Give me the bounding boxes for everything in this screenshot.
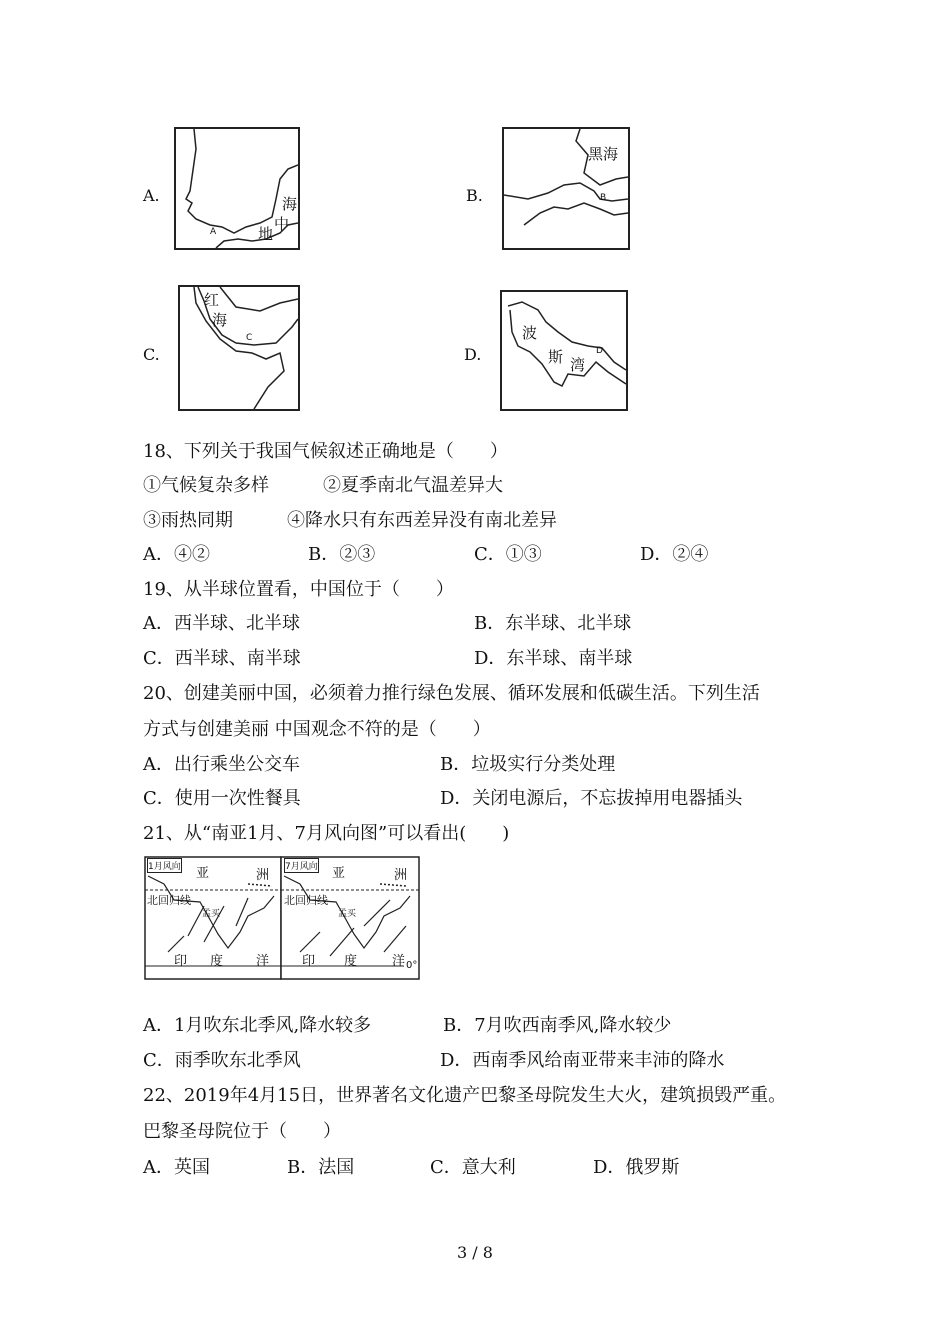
q18-statements-1: ①气候复杂多样 ②夏季南北气温差异大 (143, 475, 503, 496)
q19-option-a[interactable]: A．西半球、北半球 (143, 613, 300, 634)
q18-question: 18、下列关于我国气候叙述正确地是（ ） (143, 441, 508, 462)
sea-char: 红 (204, 291, 220, 309)
q18-statements-2: ③雨热同期 ④降水只有东西差异没有南北差异 (143, 510, 557, 531)
q20-option-b[interactable]: B．垃圾实行分类处理 (440, 754, 616, 775)
map-red-sea (178, 285, 300, 411)
south-asia-wind-maps (144, 856, 420, 980)
map-black-sea (502, 127, 630, 250)
option-label: A. (143, 186, 160, 205)
q20-question-1: 20、创建美丽中国，必须着力推行绿色发展、循环发展和低碳生活。下列生活 (143, 683, 760, 704)
point-label: C (246, 333, 253, 343)
q20-option-c[interactable]: C．使用一次性餐具 (143, 788, 301, 809)
map-jul-city: 孟买 (338, 909, 357, 919)
option-label: B. (466, 186, 483, 205)
sea-char: 斯 (548, 348, 564, 366)
map-persian-gulf (500, 290, 628, 411)
map-jul-tropic: 北回归线 (284, 894, 328, 907)
q20-question-2: 方式与创建美丽 中国观念不符的是（ ） (143, 719, 491, 740)
sea-char: 海 (282, 195, 298, 213)
q18-option-d[interactable]: D．②④ (640, 544, 709, 565)
option-label: D. (464, 345, 482, 364)
q22-question-1: 22、2019年4月15日，世界著名文化遗产巴黎圣母院发生大火，建筑损毁严重。 (143, 1085, 787, 1106)
point-label: B (600, 193, 607, 203)
q21-question: 21、从“南亚1月、7月风向图”可以看出( ) (143, 823, 510, 844)
page-number: 3 / 8 (457, 1243, 493, 1262)
point-label: D (596, 346, 603, 356)
map-mediterranean (174, 127, 300, 250)
q19-option-b[interactable]: B．东半球、北半球 (474, 613, 632, 634)
q19-option-c[interactable]: C．西半球、南半球 (143, 648, 301, 669)
q19-option-d[interactable]: D．东半球、南半球 (474, 648, 633, 669)
map-jan-tropic: 北回归线 (147, 894, 191, 907)
q20-option-d[interactable]: D．关闭电源后，不忘拔掉用电器插头 (440, 788, 743, 809)
map-jan-du: 度 (210, 954, 224, 969)
q22-question-2: 巴黎圣母院位于（ ） (143, 1121, 341, 1142)
map-jan-city: 孟买 (202, 909, 221, 919)
sea-char: 黑海 (588, 145, 619, 163)
q21-option-a[interactable]: A．1月吹东北季风,降水较多 (143, 1015, 372, 1036)
point-label: A (210, 227, 217, 237)
sea-char: 海 (212, 311, 228, 329)
option-label: C. (143, 345, 160, 364)
sea-char: 地 (258, 225, 274, 243)
q19-question: 19、从半球位置看，中国位于（ ） (143, 579, 454, 600)
q21-option-d[interactable]: D．西南季风给南亚带来丰沛的降水 (440, 1050, 725, 1071)
map-jul-du: 度 (344, 954, 358, 969)
q18-option-b[interactable]: B．②③ (308, 544, 376, 565)
sea-char: 波 (522, 324, 538, 342)
map-jul-title: 7月风向 (284, 858, 319, 873)
q21-option-b[interactable]: B．7月吹西南季风,降水较少 (443, 1015, 672, 1036)
map-jan-ocean: 洋 (256, 954, 270, 969)
q18-option-a[interactable]: A．④② (143, 544, 210, 565)
map-jan-continent: 洲 (256, 868, 270, 883)
map-jan-title: 1月风向 (147, 858, 182, 873)
map-outline-d (502, 292, 626, 409)
q22-option-d[interactable]: D．俄罗斯 (593, 1157, 680, 1178)
map-jul-ocean: 洋 (392, 954, 406, 969)
q21-option-c[interactable]: C．雨季吹东北季风 (143, 1050, 301, 1071)
map-jul-continent: 洲 (394, 868, 408, 883)
sea-char: 湾 (570, 356, 586, 374)
q22-option-b[interactable]: B．法国 (287, 1157, 355, 1178)
q18-option-c[interactable]: C．①③ (474, 544, 542, 565)
map-jul-equator: 0° (406, 960, 418, 971)
q20-option-a[interactable]: A．出行乘坐公交车 (143, 754, 300, 775)
map-outline-c (180, 287, 298, 409)
map-jan-india: 印 (174, 954, 188, 969)
q22-option-a[interactable]: A．英国 (143, 1157, 210, 1178)
q22-option-c[interactable]: C．意大利 (430, 1157, 516, 1178)
map-jul-asia: 亚 (332, 866, 346, 881)
map-jan-asia: 亚 (196, 866, 210, 881)
sea-char: 中 (274, 215, 290, 233)
map-jul-india: 印 (302, 954, 316, 969)
